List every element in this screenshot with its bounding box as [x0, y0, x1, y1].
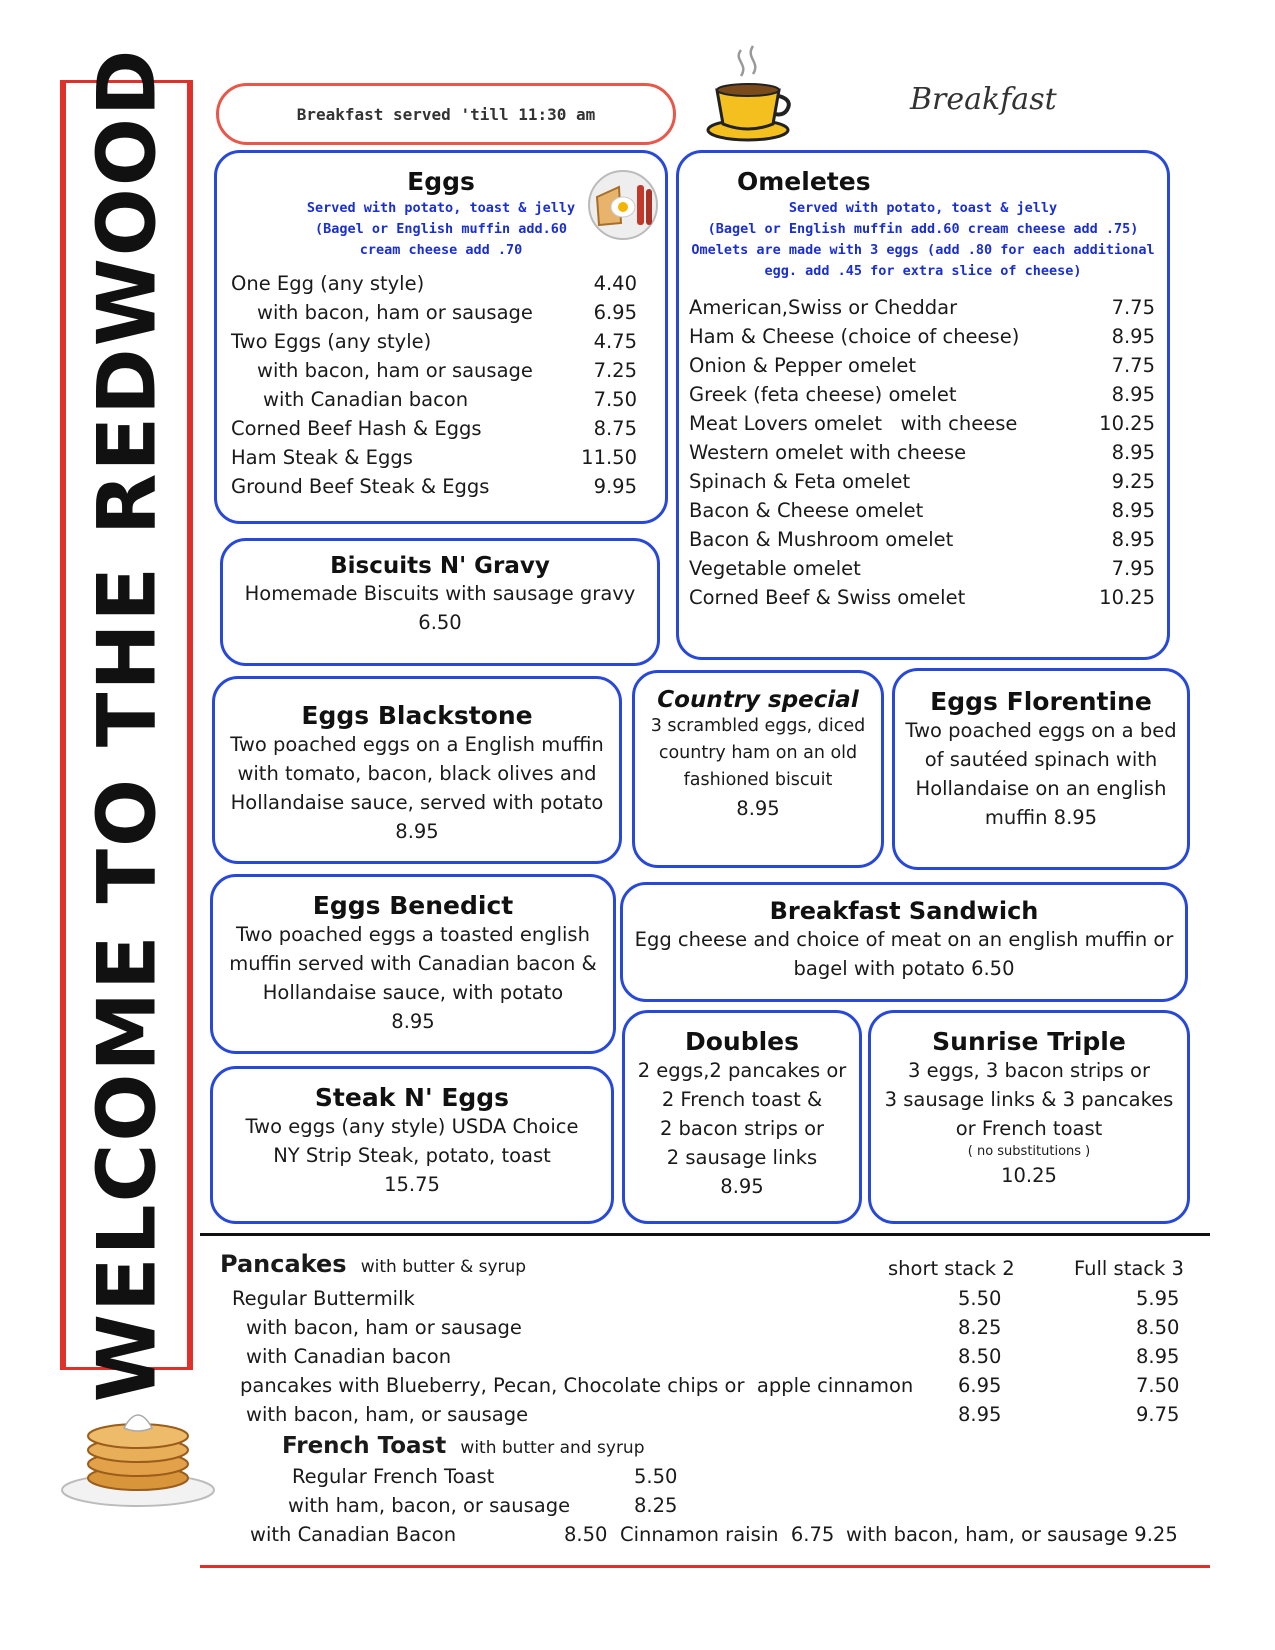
- short-price: 5.50: [958, 1287, 1002, 1310]
- omelets-section: [676, 150, 1170, 660]
- benedict-title: Eggs Benedict: [312, 891, 514, 920]
- price: 8.95: [720, 1175, 764, 1198]
- menu-item: Onion & Pepper omelet 7.75: [689, 354, 1155, 377]
- description-line: 2 French toast &: [661, 1088, 823, 1111]
- sandwich-title: Breakfast Sandwich: [769, 897, 1039, 925]
- menu-item: Bacon & Cheese omelet 8.95: [689, 499, 1155, 522]
- menu-item: Ground Beef Steak & Eggs 9.95: [231, 475, 637, 498]
- pancake-item: pancakes with Blueberry, Pecan, Chocolate chips or apple cinnamon: [240, 1374, 914, 1397]
- pancakes-heading: Pancakes with butter & syrup: [220, 1250, 527, 1278]
- omelets-note: egg. add .45 for extra slice of cheese): [764, 263, 1082, 279]
- florentine-section: [892, 668, 1190, 870]
- omelets-note: Omelets are made with 3 eggs (add .80 for each additional: [691, 242, 1155, 258]
- menu-item: Spinach & Feta omelet 9.25: [689, 470, 1155, 493]
- country-special-section: [632, 670, 884, 868]
- florentine-title: Eggs Florentine: [930, 687, 1152, 716]
- pancake-item: with bacon, ham, or sausage: [246, 1403, 529, 1426]
- banner-text: WELCOME TO THE REDWOOD: [80, 47, 173, 1403]
- menu-item: Bacon & Mushroom omelet 8.95: [689, 528, 1155, 551]
- menu-item: Corned Beef & Swiss omelet 10.25: [689, 586, 1155, 609]
- menu-item: with bacon, ham or sausage 6.95: [257, 301, 637, 324]
- cinnamon-raisin-item: Cinnamon raisin 6.75: [620, 1523, 835, 1546]
- short-stack-header: short stack 2: [888, 1257, 1015, 1280]
- pancake-item: with Canadian bacon: [246, 1345, 452, 1368]
- description-line: 2 sausage links: [666, 1146, 818, 1169]
- description-line: Hollandaise sauce, served with potato: [230, 791, 604, 814]
- biscuits-desc: Homemade Biscuits with sausage gravy: [244, 582, 636, 605]
- triple-title: Sunrise Triple: [932, 1027, 1126, 1056]
- menu-item: Vegetable omelet 7.95: [689, 557, 1155, 580]
- price: muffin 8.95: [984, 806, 1098, 829]
- french-toast-item: with Canadian Bacon: [250, 1523, 457, 1546]
- description-line: or French toast: [955, 1117, 1103, 1140]
- serve-time-notice: Breakfast served 'till 11:30 am: [216, 83, 676, 145]
- description-line: 3 eggs, 3 bacon strips or: [908, 1059, 1150, 1082]
- description-line: 2 bacon strips or: [659, 1117, 825, 1140]
- pancake-stack-icon: [58, 1398, 218, 1512]
- pancake-item: with bacon, ham or sausage: [246, 1316, 522, 1339]
- description-line: with tomato, bacon, black olives and: [237, 762, 597, 785]
- biscuits-title: Biscuits N' Gravy: [330, 553, 550, 579]
- biscuits-price: 6.50: [418, 611, 462, 634]
- french-toast-price: 8.25: [634, 1494, 678, 1517]
- description-line: of sautéed spinach with: [924, 748, 1158, 771]
- french-toast-heading: French Toast with butter and syrup: [282, 1433, 645, 1459]
- price: 10.25: [1001, 1164, 1057, 1187]
- full-price: 8.95: [1136, 1345, 1180, 1368]
- description-line: Two poached eggs on a English muffin: [230, 733, 604, 756]
- french-toast-item: with ham, bacon, or sausage: [288, 1494, 571, 1517]
- description-line: 2 eggs,2 pancakes or: [637, 1059, 847, 1082]
- blackstone-section: [212, 676, 622, 864]
- steak-title: Steak N' Eggs: [314, 1083, 510, 1112]
- description-line: 3 scrambled eggs, diced: [650, 716, 866, 736]
- cinnamon-raisin-meat-item: with bacon, ham, or sausage 9.25: [846, 1523, 1178, 1546]
- menu-item: One Egg (any style) 4.40: [231, 272, 637, 295]
- short-price: 8.25: [958, 1316, 1002, 1339]
- price: 15.75: [384, 1173, 440, 1196]
- no-substitutions-note: ( no substitutions ): [967, 1144, 1091, 1159]
- menu-item: Corned Beef Hash & Eggs 8.75: [231, 417, 637, 440]
- sunrise-triple-section: [868, 1010, 1190, 1224]
- french-toast-price: 8.50: [564, 1523, 608, 1546]
- short-price: 8.50: [958, 1345, 1002, 1368]
- menu-item: Meat Lovers omelet with cheese 10.25: [689, 412, 1155, 435]
- description-line: country ham on an old: [658, 743, 858, 763]
- price: 8.95: [736, 797, 780, 820]
- doubles-section: [622, 1010, 862, 1224]
- menu-item: American,Swiss or Cheddar 7.75: [689, 296, 1155, 319]
- sandwich-section: [620, 882, 1188, 1002]
- short-price: 8.95: [958, 1403, 1002, 1426]
- price: 8.95: [395, 820, 439, 843]
- description-line: NY Strip Steak, potato, toast: [273, 1144, 551, 1167]
- omelets-note: (Bagel or English muffin add.60 cream cheese add .75): [707, 221, 1139, 237]
- blackstone-title: Eggs Blackstone: [301, 701, 533, 730]
- menu-item: Ham & Cheese (choice of cheese) 8.95: [689, 325, 1155, 348]
- menu-item: Ham Steak & Eggs 11.50: [231, 446, 637, 469]
- description-line: Egg cheese and choice of meat on an english muffin or: [634, 928, 1174, 951]
- steak-eggs-section: [210, 1066, 614, 1224]
- omelets-title: Omeletes: [737, 167, 871, 196]
- pancake-item: Regular Buttermilk: [232, 1287, 415, 1310]
- full-stack-header: Full stack 3: [1074, 1257, 1184, 1280]
- eggs-section: [214, 150, 668, 524]
- benedict-section: [210, 874, 616, 1054]
- omelets-note: Served with potato, toast & jelly: [788, 200, 1058, 216]
- full-price: 5.95: [1136, 1287, 1180, 1310]
- short-price: 6.95: [958, 1374, 1002, 1397]
- menu-item: Greek (feta cheese) omelet 8.95: [689, 383, 1155, 406]
- menu-item: Two Eggs (any style) 4.75: [231, 330, 637, 353]
- description-line: fashioned biscuit: [683, 770, 833, 790]
- eggs-note: Served with potato, toast & jelly: [306, 200, 576, 216]
- full-price: 7.50: [1136, 1374, 1180, 1397]
- eggs-title: Eggs: [407, 167, 475, 196]
- bottom-divider: [200, 1565, 1210, 1568]
- eggs-plate-icon: [585, 167, 661, 247]
- biscuits-section: [220, 538, 660, 666]
- description-line: muffin served with Canadian bacon &: [229, 952, 597, 975]
- description-line: Hollandaise on an english: [915, 777, 1167, 800]
- french-toast-price: 5.50: [634, 1465, 678, 1488]
- welcome-banner: [60, 47, 193, 1403]
- description-line: 3 sausage links & 3 pancakes: [884, 1088, 1174, 1111]
- description-line: Two poached eggs a toasted english: [236, 923, 590, 946]
- full-price: 9.75: [1136, 1403, 1180, 1426]
- coffee-cup-icon: [703, 42, 793, 142]
- french-toast-item: Regular French Toast: [292, 1465, 495, 1488]
- price: 8.95: [391, 1010, 435, 1033]
- doubles-title: Doubles: [684, 1027, 800, 1056]
- breakfast-script-title: Breakfast: [910, 82, 1057, 117]
- menu-item: with Canadian bacon 7.50: [263, 388, 637, 411]
- full-price: 8.50: [1136, 1316, 1180, 1339]
- description-line: Hollandaise sauce, with potato: [262, 981, 564, 1004]
- menu-item: with bacon, ham or sausage 7.25: [257, 359, 637, 382]
- section-divider: [200, 1233, 1210, 1236]
- eggs-note: (Bagel or English muffin add.60: [315, 221, 567, 237]
- country-title: Country special: [657, 687, 859, 713]
- description-line: Two eggs (any style) USDA Choice: [245, 1115, 579, 1138]
- menu-item: Western omelet with cheese 8.95: [689, 441, 1155, 464]
- description-line: bagel with potato 6.50: [793, 957, 1015, 980]
- eggs-note: cream cheese add .70: [359, 242, 523, 258]
- description-line: Two poached eggs on a bed: [905, 719, 1177, 742]
